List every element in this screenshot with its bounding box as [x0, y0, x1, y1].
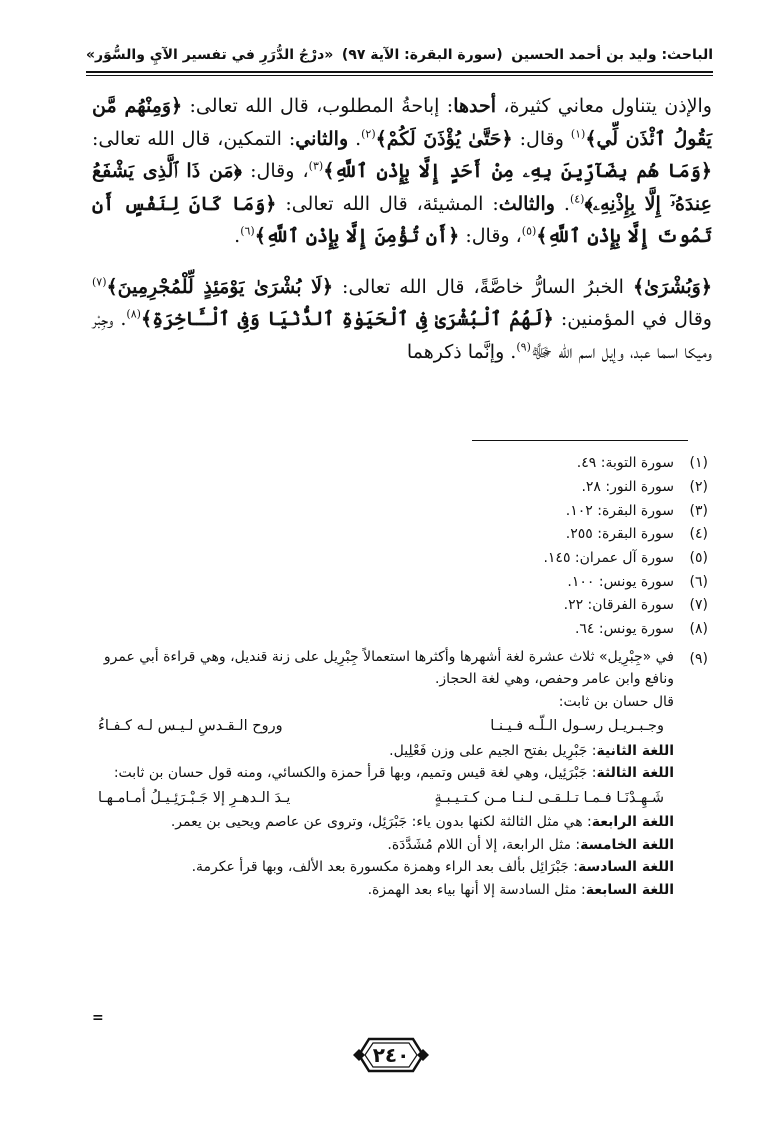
footnote-ref[interactable]: (٧)	[92, 275, 107, 289]
footnote-ref[interactable]: (٨)	[126, 307, 141, 321]
dialect-label: اللغة السابعة	[585, 881, 674, 898]
header-rule-thin	[86, 75, 713, 76]
poet-attribution: قال حسان بن ثابت:	[558, 693, 674, 710]
footnote-item-jibril	[92, 646, 708, 902]
continuation-mark: =	[92, 1010, 104, 1026]
footnote-number: (٤)	[689, 526, 708, 543]
jibril-intro: في «جِبْرِيل» ثلاث عشرة لغة أشهرها وأكثرها استعمالاً جِبْرِيل على زنة قنديل، وهي قراءة أبي عمرو ونافع وابن عامر وحفص، وهي لغة الحجاز.	[103, 648, 674, 687]
poetry-verse	[98, 715, 664, 738]
quran-quote: ﴿لَهُمُ ٱلْبُشْرَىٰ فِى ٱلْحَيَوٰةِ ٱلدُّنْيَا وَفِى ٱلْـَٔاخِرَةِ﴾	[140, 308, 554, 330]
heading-second: والثاني	[295, 127, 349, 150]
footnote-item	[92, 523, 708, 547]
footnote-text: سورة يونس: ١٠٠.	[567, 573, 674, 590]
footnote-item	[92, 594, 708, 618]
footnote-ref[interactable]: (١)	[570, 127, 586, 141]
verse-first-hemistich: وجـبـريـل رسـول الـلّـه فـيـنـا	[490, 718, 664, 734]
dialect-label: اللغة الرابعة	[591, 814, 674, 830]
dialect-7: اللغة السابعة: مثل السادسة إلا أنها بياء بعد الهمزة.	[367, 881, 674, 898]
quran-quote: ﴿وَمَا هُم بِضَآرِّينَ بِهِۦ مِنْ أَحَدٍ إِلَّا بِإِذْنِ ٱللَّهِ﴾	[323, 160, 713, 182]
footnote-number: (١)	[689, 455, 708, 472]
dialect-label: اللغة الخامسة	[580, 836, 674, 853]
quran-quote: ﴿أَن تُؤْمِنَ إِلَّا بِإِذْنِ ٱللَّهِ﴾	[254, 225, 460, 247]
footnote-item	[92, 499, 708, 523]
footnote-ref[interactable]: (٩)	[516, 340, 531, 354]
header-book-title: «درْجُ الدُّرَرِ في تفسير الآيِ والسُّوَر»	[86, 47, 334, 63]
footnote-text: سورة الفرقان: ٢٢.	[563, 597, 674, 614]
footnotes	[92, 452, 708, 901]
dialect-3: اللغة الثالثة: جَبْرَئِيل، وهي لغة قيس وتميم، وبها قرأ حمزة والكسائي، ومنه قول حسان بن ثابت:	[113, 765, 674, 781]
dialect-label: اللغة الثانية	[596, 742, 674, 759]
verse-second-hemistich: وروح الـقـدسِ لـيـس لـه كـفـاءُ	[98, 718, 283, 734]
verse-first-hemistich: شَـهِـدْنَـا فـمـا تـلـقـى لـنـا مـن كـتـيـبـةٍ	[434, 789, 664, 806]
footnote-number: (٥)	[689, 550, 708, 567]
dialect-label: اللغة السادسة	[577, 859, 674, 875]
footnote-text: سورة التوبة: ٤٩.	[576, 455, 674, 472]
dialect-2: اللغة الثانية: جَبْرِيل بفتح الجيم على وزن فَعْلِيل.	[389, 742, 674, 759]
verse-second-hemistich: يـدَ الـدهـرِ إلا جَـبْـرَئِـيـلُ أمـامـهـا	[98, 789, 291, 806]
footnote-number: (٢)	[689, 479, 708, 496]
main-text	[92, 90, 712, 368]
footnote-number: (٧)	[689, 597, 708, 614]
footnote-number: (٦)	[689, 573, 708, 590]
quran-quote: ﴿حَتَّىٰ يُؤْذَنَ لَكُمْ﴾	[375, 127, 513, 150]
footnote-text	[92, 646, 674, 902]
quran-quote: ﴿وَمَا كَانَ لِنَفْسٍ أَن تَمُوتَ إِلَّا بِإِذْنِ ٱللَّهِ﴾	[92, 192, 712, 247]
footnote-text: سورة البقرة: ١٠٢.	[565, 502, 674, 519]
footnote-item	[92, 476, 708, 500]
header-author: الباحث: وليد بن أحمد الحسين	[511, 47, 713, 63]
running-header	[86, 40, 713, 70]
footnote-number: (٨)	[689, 621, 708, 638]
footnote-text: سورة البقرة: ٢٥٥.	[565, 526, 674, 543]
footnote-item	[92, 570, 708, 594]
quran-quote: ﴿وَبُشْرَىٰ﴾	[632, 275, 712, 298]
poetry-verse	[98, 787, 664, 810]
heading-first: أحدها	[453, 95, 497, 117]
footnote-separator	[472, 440, 688, 441]
heading-third: والثالث	[498, 192, 555, 215]
footnote-text: سورة يونس: ٦٤.	[574, 621, 674, 638]
quran-quote: ﴿لَا بُشْرَىٰ يَوْمَئِذٍ لِّلْمُجْرِمِينَ﴾	[106, 275, 334, 298]
dialect-4: اللغة الرابعة: هي مثل الثالثة لكنها بدون ياء: جَبْرَئِل، وتروى عن عاصم ويحيى بن يعمر.	[170, 814, 674, 830]
footnote-number: (٣)	[689, 502, 708, 519]
quran-quote: ﴿مَن ذَا ٱلَّذِى يَشْفَعُ عِندَهُۥٓ إِلَّا بِإِذْنِهِۦ﴾	[92, 160, 712, 215]
footnote-text: سورة آل عمران: ١٤٥.	[543, 550, 674, 567]
paragraph-idhn: والإذن يتناول معاني كثيرة، أحدها: إباحةُ المطلوب، قال الله تعالى: ﴿وَمِنْهُم مَّن يَقُولُ ٱئْذَن لِّي﴾$^{(١)}$ وقال: ﴿حَتَّىٰ يُؤْذَنَ لَكُمْ﴾$^{(٢)}$. والثاني: التمكين، قال الله تعالى: ﴿وَمَا هُم بِضَآرِّينَ بِهِۦ مِنْ أَحَدٍ إِلَّا بِإِذْنِ ٱللَّهِ﴾$^{(٣)}$، وقال: ﴿مَن ذَا ٱلَّذِى يَشْفَعُ عِندَهُۥٓ إِلَّا بِإِذْنِهِۦ﴾$^{(٤)}$. والثالث: المشيئة، قال الله تعالى: ﴿وَمَا كَانَ لِنَفْسٍ أَن تَمُوتَ إِلَّا بِإِذْنِ ٱللَّهِ﴾$^{(٥)}$، وقال: ﴿أَن تُؤْمِنَ إِلَّا بِإِذْنِ ٱللَّهِ﴾$^{(٦)}$.	[92, 95, 713, 247]
dialect-label: اللغة الثالثة	[596, 765, 674, 781]
page-number: ٢٤٠	[372, 1043, 410, 1067]
header-rule	[86, 71, 713, 73]
quran-quote: ﴿وَمِنْهُم مَّن يَقُولُ ٱئْذَن لِّي﴾	[92, 95, 712, 150]
dialect-6: اللغة السادسة: جَبْرَائِل بألف بعد الراء وهمزة مكسورة بعد الألف، وبها قرأ عكرمة.	[191, 859, 674, 875]
page-number-emblem	[351, 1036, 431, 1074]
footnote-ref[interactable]: (٤)	[569, 192, 585, 206]
footnote-ref[interactable]: (٦)	[240, 224, 255, 238]
footnote-number: (٩)	[689, 650, 708, 667]
dialect-5: اللغة الخامسة: مثل الرابعة، إلا أن اللام مُشَدَّدَة.	[387, 836, 674, 853]
footnote-ref[interactable]: (٢)	[361, 127, 376, 141]
paragraph-bushra: ﴿وَبُشْرَىٰ﴾ الخبرُ السارُّ خاصَّةً، قال الله تعالى: ﴿لَا بُشْرَىٰ يَوْمَئِذٍ لِّلْمُجْرِمِينَ﴾$^{(٧)}$ وقال في المؤمنين: ﴿لَهُمُ ٱلْبُشْرَىٰ فِى ٱلْحَيَوٰةِ ٱلدُّنْيَا وَفِى ٱلْـَٔاخِرَةِ﴾$^{(٨)}$. وجِبْر وميكا اسما عبد، وإيل اسم الله ﷻ$^{(٩)}$. وإنَّما ذكرهما	[92, 275, 712, 363]
footnote-item	[92, 452, 708, 476]
footnote-ref[interactable]: (٥)	[521, 224, 537, 238]
header-chapter: (سورة البقرة: الآية ٩٧)	[341, 47, 503, 63]
footnote-ref[interactable]: (٣)	[308, 159, 324, 173]
footnote-item	[92, 547, 708, 571]
footnote-item	[92, 618, 708, 642]
footnote-text: سورة النور: ٢٨.	[581, 479, 674, 496]
